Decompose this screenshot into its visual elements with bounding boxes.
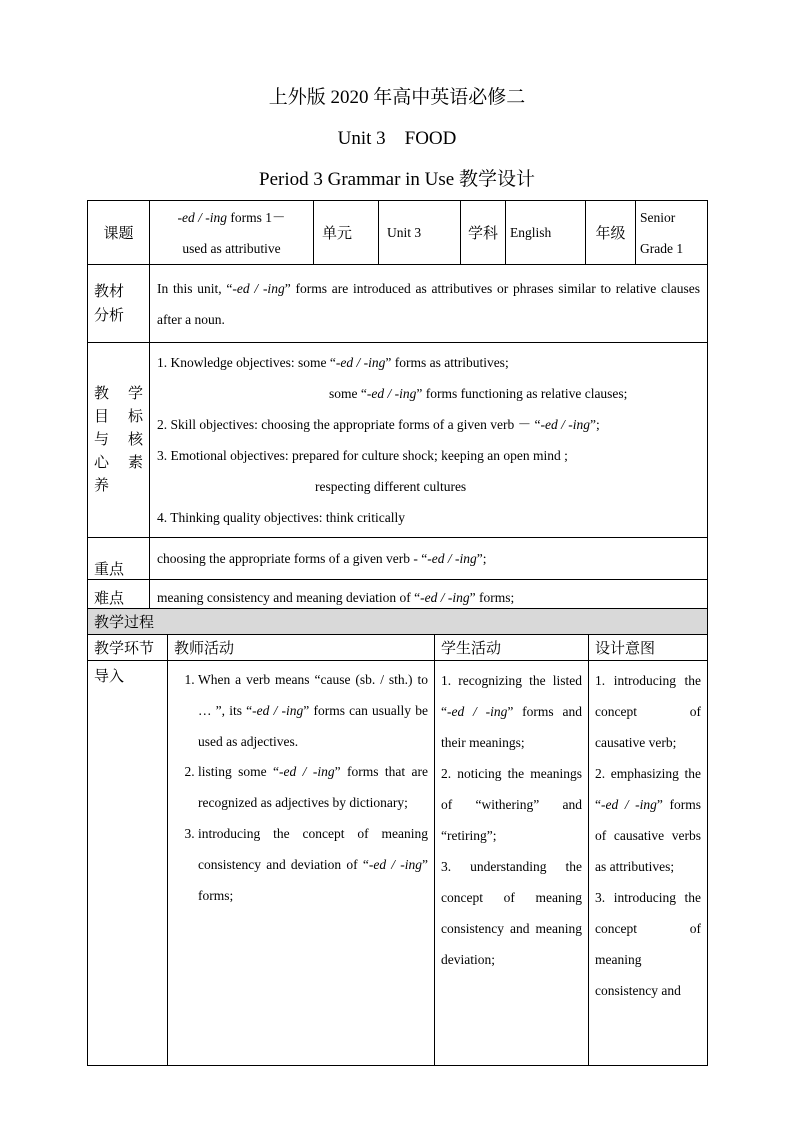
teacher-item: 2. listing some “-ed / -ing” forms that are recognized as adjectives by dictionary; [198,757,428,819]
process-header: 教学过程 [88,609,708,635]
col-teacher: 教师活动 [168,635,435,661]
period-title: Period 3 Grammar in Use 教学设计 [259,169,535,190]
grade-label: 年级 [586,201,636,265]
intent-item: 3. introducing the concept of meaning consistency and [595,890,702,998]
objectives-text [150,343,708,538]
teacher-activity [168,661,435,1066]
doc-title: 上外版 2020 年高中英语必修二 [268,87,526,108]
objective-thinking: 4. Thinking quality objectives: think critically [157,510,405,525]
intent-item: 1. introducing the concept of causative verb; [595,673,702,750]
student-activity [435,661,589,1066]
student-item: 2. noticing the meanings of “withering” and “retiring”; [441,766,582,843]
difficult-point-label: 难点 [88,580,150,616]
unit-label: 单元 [314,201,379,265]
objective-emotional: 3. Emotional objectives: prepared for culture shock; keeping an open mind ; [157,448,568,463]
objective-skill: 2. Skill objectives: choosing the appropriate forms of a given verb － “-ed / -ing”; [157,417,600,432]
stage-intro: 导入 [88,661,168,1066]
student-item: 3. understanding the concept of meaning consistency and meaning deviation; [441,859,582,967]
objective-knowledge-2: some “-ed / -ing” forms functioning as relative clauses; [329,386,628,401]
col-intent: 设计意图 [589,635,708,661]
intent-item: 2. emphasizing the “-ed / -ing” forms of causative verbs as attributives; [595,766,702,874]
key-point-text: choosing the appropriate forms of a given verb - “-ed / -ing”; [150,538,708,580]
grade-value: Senior Grade 1 [636,201,708,265]
analysis-label: 教材 分析 [88,265,150,343]
topic-value: -ed / -ing forms 1－ used as attributive [150,201,314,265]
teacher-item: 1. When a verb means “cause (sb. / sth.) to … ”, its “-ed / -ing” forms can usually be used as adjectives. [198,665,428,757]
student-item: 1. recognizing the listed “-ed / -ing” forms and their meanings; [441,673,582,750]
col-stage: 教学环节 [88,635,168,661]
difficult-point-text: meaning consistency and meaning deviation of “-ed / -ing” forms; [150,580,708,616]
teacher-item: 3. introducing the concept of meaning consistency and deviation of “-ed / -ing” forms; [198,819,428,911]
design-intent [589,661,708,1066]
objectives-label: 教 学 目 标 与 核 心 素 养 [88,343,150,538]
objective-emotional-2: respecting different cultures [315,479,467,494]
col-student: 学生活动 [435,635,589,661]
process-table [87,608,708,1066]
unit-value: Unit 3 [379,201,461,265]
subject-label: 学科 [461,201,506,265]
unit-title: Unit 3 FOOD [337,128,457,149]
analysis-text: In this unit, “-ed / -ing” forms are introduced as attributives or phrases similar to relative clauses after a noun. [150,265,708,343]
subject-value: English [506,201,586,265]
objective-knowledge: 1. Knowledge objectives: some “-ed / -ing” forms as attributives; [157,355,509,370]
topic-label: 课题 [88,201,150,265]
info-table [87,200,708,616]
key-point-label: 重点 [88,538,150,580]
